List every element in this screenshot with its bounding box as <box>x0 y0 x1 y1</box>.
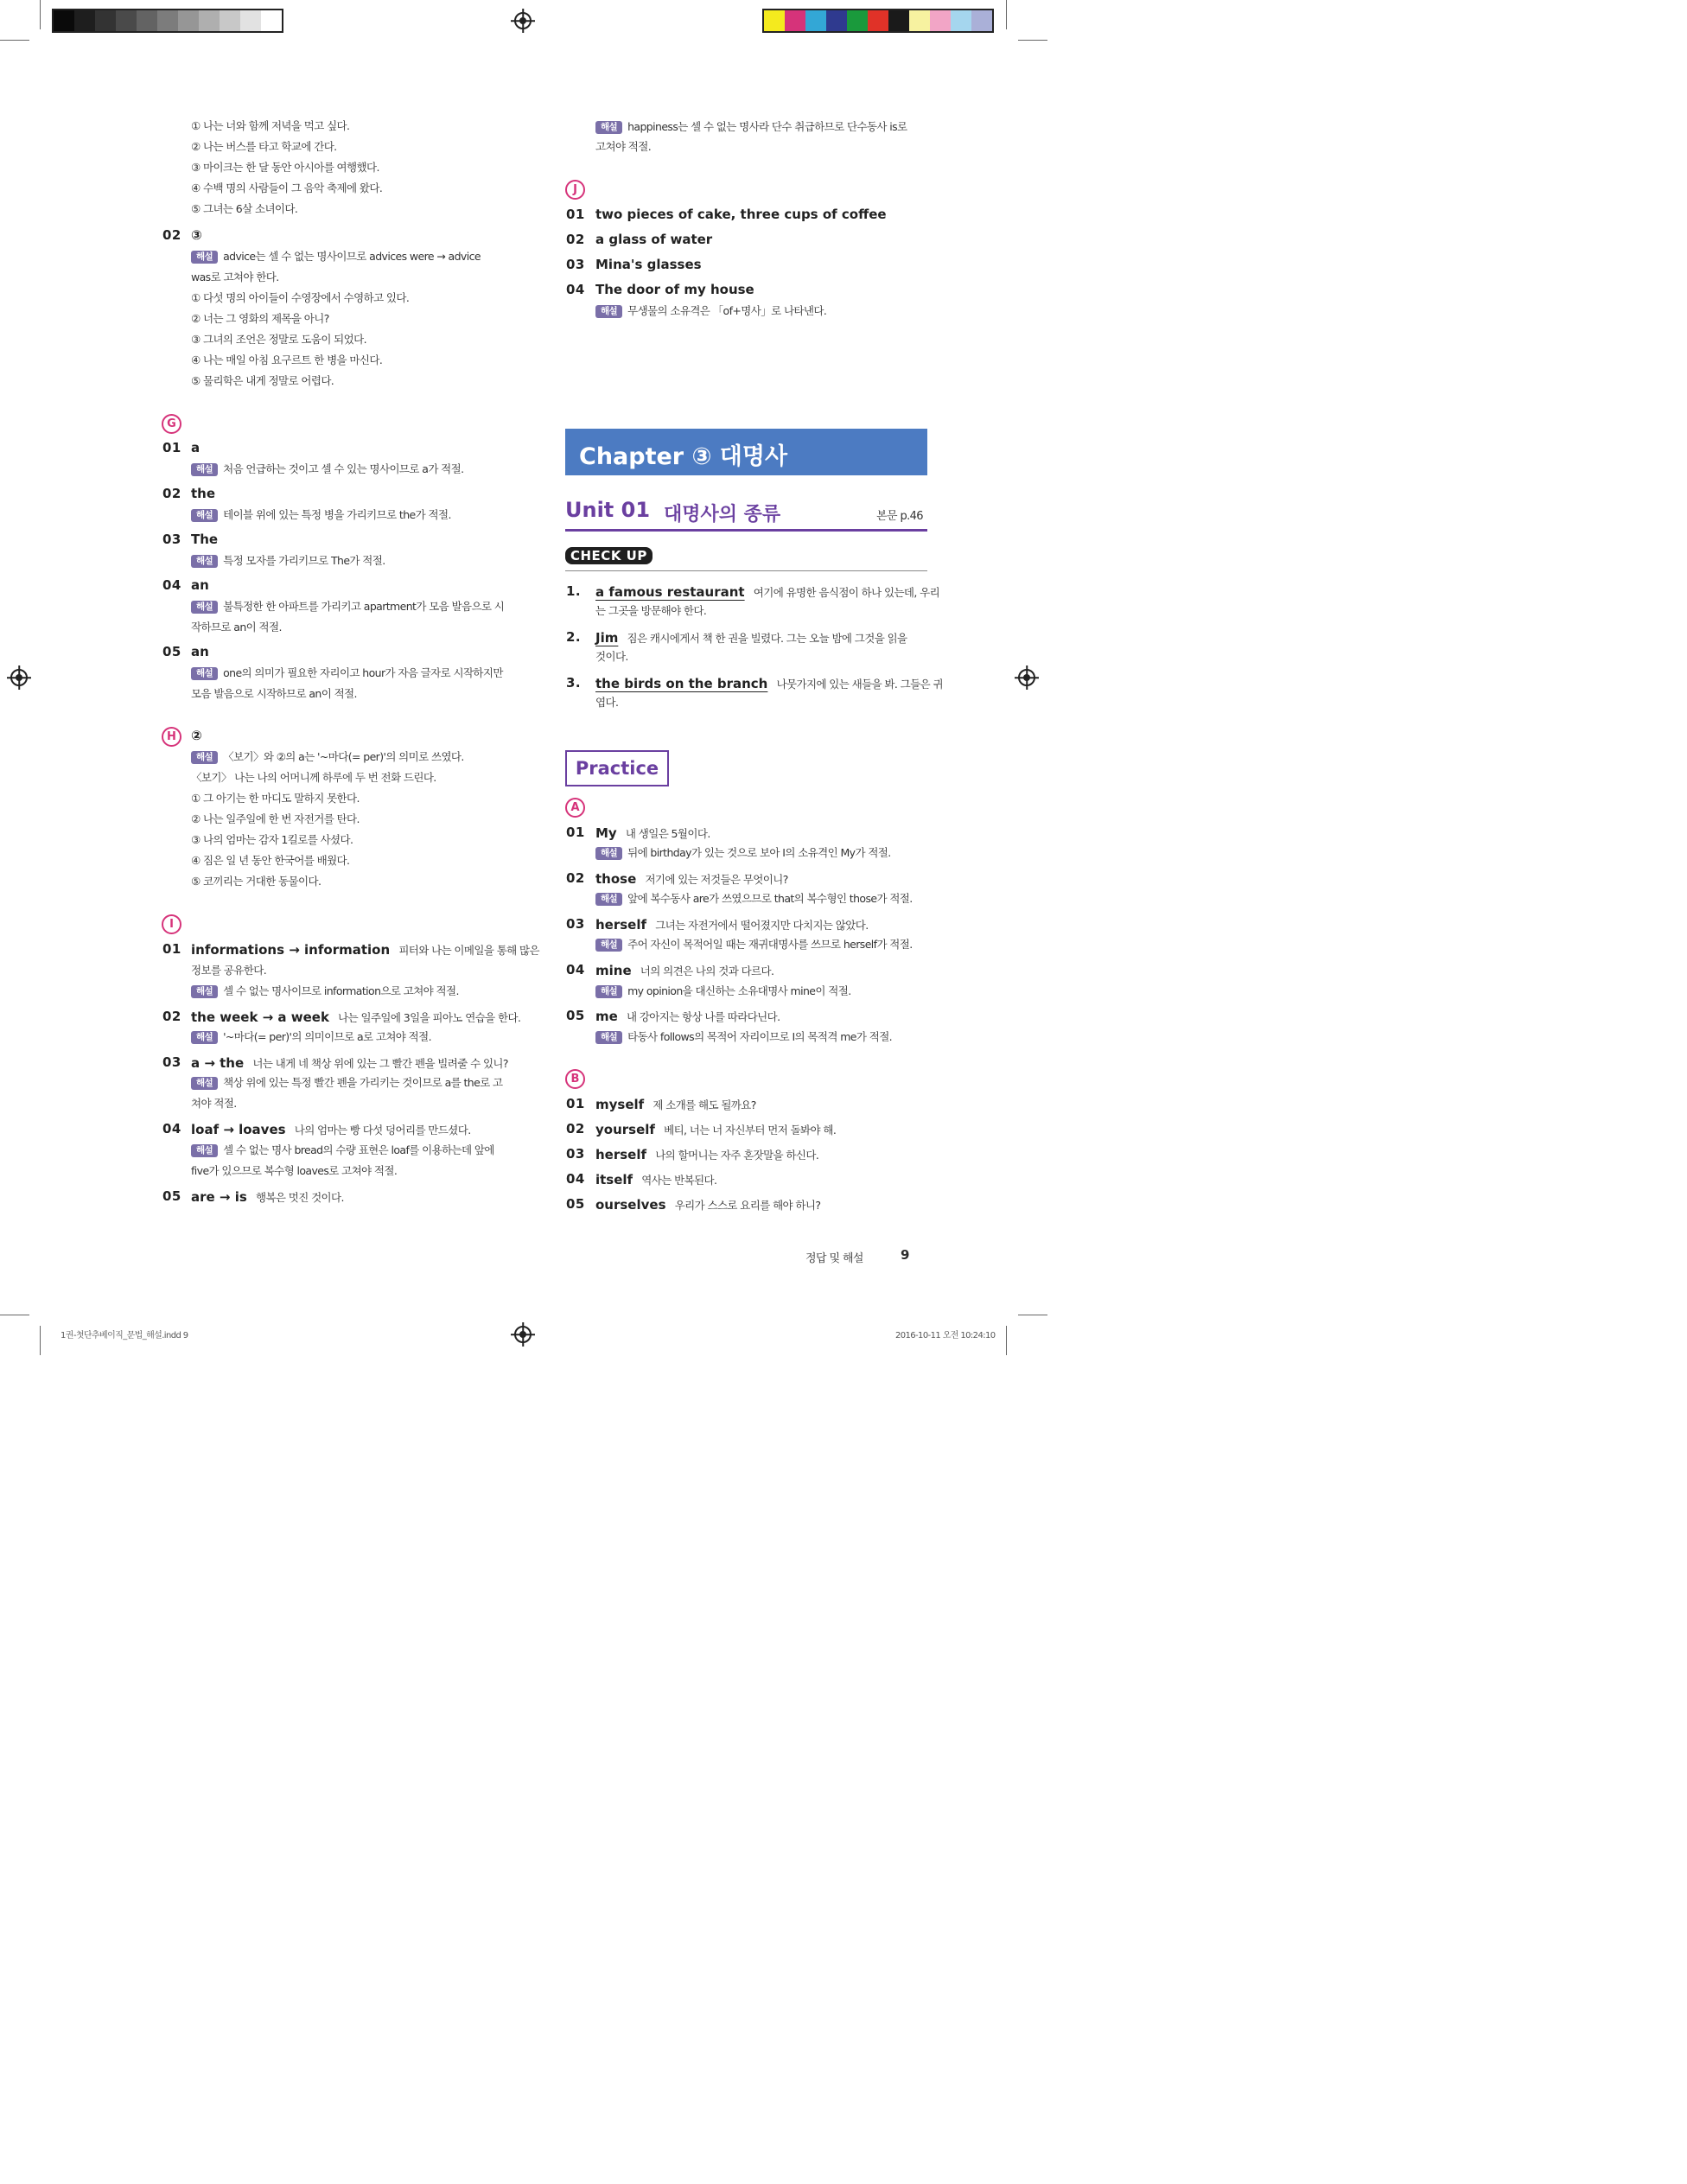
explanation-text: one의 의미가 필요한 자리이고 hour가 자음 글자로 시작하지만 <box>223 666 503 679</box>
explanation-text: 〈보기〉와 ②의 a는 '~마다(= per)'의 의미로 쓰였다. <box>223 750 464 763</box>
translation: 나의 할머니는 자주 혼잣말을 하신다. <box>655 1149 819 1162</box>
explanation-badge: 해설 <box>595 305 622 318</box>
choice-line: ④ 나는 매일 아침 요구르트 한 병을 마신다. <box>191 353 383 366</box>
translation: 행복은 멋진 것이다. <box>255 1191 344 1204</box>
item-answer: The <box>191 532 219 547</box>
section-label-j: J <box>565 180 585 200</box>
item-number: 04 <box>566 282 585 297</box>
unit-page-ref: 본문 p.46 <box>876 510 923 523</box>
choice-line: 〈보기〉 나는 나의 어머니께 하루에 두 번 전화 드린다. <box>191 771 436 784</box>
item-answer: ③ <box>191 227 202 243</box>
unit-underline <box>565 529 927 532</box>
explanation <box>191 248 481 264</box>
chapter-banner <box>565 429 927 475</box>
explanation <box>595 302 826 318</box>
item-number: 04 <box>566 1171 585 1187</box>
gray-swatch <box>137 10 157 31</box>
item-line <box>191 1188 344 1205</box>
color-swatch <box>868 10 888 31</box>
item-number: 05 <box>566 1196 585 1212</box>
item-answer: herself <box>595 1147 647 1162</box>
item-line <box>595 870 788 887</box>
translation: 는 그곳을 방문해야 한다. <box>595 604 707 617</box>
crop-mark <box>1006 1326 1007 1355</box>
explanation-text: 쳐야 적절. <box>191 1097 237 1110</box>
item-number: 03 <box>162 532 181 547</box>
explanation <box>595 1028 892 1044</box>
color-swatch <box>826 10 847 31</box>
explanation-text: 뒤에 birthday가 있는 것으로 보아 I의 소유격인 My가 적절. <box>627 846 891 859</box>
translation: 베티, 너는 너 자신부터 먼저 돌봐야 해. <box>664 1124 837 1137</box>
choice-line: ① 나는 너와 함께 저녁을 먹고 싶다. <box>191 119 350 132</box>
explanation-badge: 해설 <box>191 985 218 998</box>
check-up-label: CHECK UP <box>565 547 653 564</box>
section-label-g: G <box>162 414 181 434</box>
explanation <box>595 844 891 860</box>
item-line <box>595 1008 780 1024</box>
item-number: 3. <box>566 675 582 691</box>
item-answer: Jim <box>595 630 619 646</box>
item-line <box>595 825 710 841</box>
item-answer: itself <box>595 1172 633 1188</box>
explanation-badge: 해설 <box>595 939 622 952</box>
explanation-badge: 해설 <box>595 893 622 906</box>
item-number: 02 <box>566 1121 585 1137</box>
gray-swatch <box>199 10 220 31</box>
item-number: 01 <box>162 941 181 957</box>
registration-mark-top <box>514 12 532 29</box>
color-swatch <box>951 10 971 31</box>
item-answer: a <box>191 440 201 455</box>
explanation-badge: 해설 <box>191 555 218 568</box>
choice-line: ③ 마이크는 한 달 동안 아시아를 여행했다. <box>191 161 379 174</box>
translation: 나뭇가지에 있는 새들을 봐. 그들은 귀 <box>776 678 943 691</box>
explanation-badge: 해설 <box>595 847 622 860</box>
crop-mark <box>1018 40 1047 41</box>
color-swatch <box>847 10 868 31</box>
explanation-text: five가 있으므로 복수형 loaves로 고쳐야 적절. <box>191 1164 398 1177</box>
explanation <box>595 983 851 998</box>
explanation-text: '~마다(= per)'의 의미이므로 a로 고쳐야 적절. <box>223 1030 431 1043</box>
item-answer: herself <box>595 917 647 933</box>
item-number: 05 <box>162 1188 181 1204</box>
item-number: 04 <box>162 577 181 593</box>
explanation <box>191 506 451 522</box>
color-swatch <box>805 10 826 31</box>
explanation <box>191 1074 503 1090</box>
item-number: 02 <box>162 1009 181 1024</box>
explanation-text: 타동사 follows의 목적어 자리이므로 I의 목적격 me가 적절. <box>627 1030 893 1043</box>
item-number: 03 <box>566 1146 585 1162</box>
explanation-badge: 해설 <box>595 121 622 134</box>
item-answer: ourselves <box>595 1197 666 1213</box>
explanation <box>191 665 503 680</box>
check-up-rule <box>565 570 927 571</box>
registration-mark-bottom <box>514 1326 532 1343</box>
explanation-text: 테이블 위에 있는 특정 병을 가리키므로 the가 적절. <box>223 508 451 521</box>
translation: 나의 엄마는 빵 다섯 덩어리를 만드셨다. <box>294 1124 471 1137</box>
gray-swatch <box>157 10 178 31</box>
translation: 너의 의견은 나의 것과 다르다. <box>640 965 774 977</box>
crop-mark <box>1006 0 1007 29</box>
translation: 정보를 공유한다. <box>191 964 267 977</box>
item-line <box>595 629 907 646</box>
item-line <box>191 1009 520 1025</box>
item-number: 02 <box>162 486 181 501</box>
item-answer: those <box>595 871 637 887</box>
crop-mark <box>0 40 29 41</box>
gray-color-bar <box>52 9 283 33</box>
explanation <box>191 983 459 998</box>
explanation-text: 작하므로 an이 적절. <box>191 621 282 634</box>
translation: 너는 내게 네 책상 위에 있는 그 빨간 펜을 빌려줄 수 있니? <box>252 1057 508 1070</box>
item-number: 2. <box>566 629 582 645</box>
item-line <box>595 1096 756 1112</box>
item-answer: mine <box>595 963 632 978</box>
unit-number: Unit 01 <box>565 498 651 522</box>
choice-line: ① 그 아기는 한 마디도 말하지 못한다. <box>191 792 360 805</box>
translation: 여기에 유명한 음식점이 하나 있는데, 우리 <box>753 586 940 599</box>
explanation-badge: 해설 <box>191 1031 218 1044</box>
item-answer: an <box>191 577 209 593</box>
slug-timestamp: 2016-10-11 오전 10:24:10 <box>895 1331 996 1340</box>
item-answer: yourself <box>595 1122 655 1137</box>
color-swatch <box>785 10 805 31</box>
explanation-badge: 해설 <box>191 1144 218 1157</box>
explanation-text: 앞에 복수동사 are가 쓰였으므로 that의 복수형인 those가 적절. <box>627 892 913 905</box>
explanation-text: 주어 자신이 목적어일 때는 재귀대명사를 쓰므로 herself가 적절. <box>627 938 913 951</box>
item-answer: a glass of water <box>595 232 713 247</box>
explanation <box>595 890 913 906</box>
choice-line: ④ 수백 명의 사람들이 그 음악 축제에 왔다. <box>191 181 383 194</box>
process-color-bar <box>762 9 994 33</box>
item-number: 03 <box>566 916 585 932</box>
item-number: 01 <box>162 440 181 455</box>
explanation <box>191 461 464 476</box>
explanation-text: 모음 발음으로 시작하므로 an이 적절. <box>191 687 357 700</box>
color-swatch <box>764 10 785 31</box>
item-line <box>595 583 939 600</box>
item-number: 05 <box>566 1008 585 1023</box>
unit-title: 대명사의 종류 <box>664 504 781 525</box>
item-answer: the week → a week <box>191 1009 329 1025</box>
item-number: 04 <box>566 962 585 977</box>
translation: 그녀는 자전거에서 떨어졌지만 다치지는 않았다. <box>655 919 869 932</box>
gray-swatch <box>261 10 282 31</box>
choice-line: ④ 짐은 일 년 동안 한국어를 배웠다. <box>191 854 350 867</box>
explanation-badge: 해설 <box>191 751 218 764</box>
color-swatch <box>971 10 992 31</box>
item-answer: the <box>191 486 216 501</box>
explanation <box>595 936 913 952</box>
explanation-text: 책상 위에 있는 특정 빨간 펜을 가리키는 것이므로 a를 the로 고 <box>223 1076 503 1089</box>
item-number: 01 <box>566 1096 585 1111</box>
choice-line: ② 나는 버스를 타고 학교에 간다. <box>191 140 337 153</box>
explanation <box>191 748 464 764</box>
explanation-badge: 해설 <box>191 1077 218 1090</box>
translation: 내 강아지는 항상 나를 따라다닌다. <box>626 1010 780 1023</box>
item-line <box>595 1146 818 1162</box>
page-number: 9 <box>901 1247 910 1263</box>
registration-mark-right <box>1018 669 1035 686</box>
item-number: 05 <box>162 644 181 659</box>
color-swatch <box>909 10 930 31</box>
explanation-badge: 해설 <box>595 985 622 998</box>
item-line <box>191 941 539 958</box>
gray-swatch <box>95 10 116 31</box>
crop-mark <box>40 1326 41 1355</box>
item-answer: ② <box>191 728 202 743</box>
section-label-h: H <box>162 727 181 747</box>
explanation <box>191 598 504 614</box>
item-answer: the birds on the branch <box>595 676 768 691</box>
section-label-b: B <box>565 1069 585 1089</box>
translation: 제 소개를 해도 될까요? <box>653 1098 756 1111</box>
translation: 내 생일은 5월이다. <box>625 827 710 840</box>
explanation-text: 불특정한 한 아파트를 가리키고 apartment가 모음 발음으로 시 <box>223 600 505 613</box>
item-number: 1. <box>566 583 582 599</box>
choice-line: ③ 그녀의 조언은 정말로 도움이 되었다. <box>191 333 366 346</box>
gray-swatch <box>74 10 95 31</box>
explanation-badge: 해설 <box>191 463 218 476</box>
translation: 엽다. <box>595 696 619 709</box>
item-number: 02 <box>566 232 585 247</box>
translation: 것이다. <box>595 650 628 663</box>
item-answer: two pieces of cake, three cups of coffee <box>595 207 887 222</box>
color-swatch <box>888 10 909 31</box>
choice-line: ③ 나의 엄마는 감자 1킬로를 사셨다. <box>191 833 353 846</box>
slug-filename: 1권-첫단추베이직_문법_해설.indd 9 <box>60 1331 188 1340</box>
explanation-text: 셀 수 없는 명사이므로 information으로 고쳐야 적절. <box>223 984 459 997</box>
color-swatch <box>930 10 951 31</box>
practice-heading: Practice <box>565 750 669 786</box>
item-answer: The door of my house <box>595 282 754 297</box>
explanation-text: 셀 수 없는 명사 bread의 수량 표현은 loaf를 이용하는데 앞에 <box>223 1143 494 1156</box>
item-answer: myself <box>595 1097 645 1112</box>
item-line <box>191 1121 471 1137</box>
explanation-text: happiness는 셀 수 없는 명사라 단수 취급하므로 단수동사 is로 <box>627 120 907 133</box>
gray-swatch <box>220 10 240 31</box>
translation: 피터와 나는 이메일을 통해 많은 <box>398 944 539 957</box>
gray-swatch <box>178 10 199 31</box>
explanation-text: 무생물의 소유격은 「of+명사」로 나타낸다. <box>627 304 827 317</box>
item-line <box>595 962 773 978</box>
item-number: 03 <box>162 1054 181 1070</box>
explanation-badge: 해설 <box>191 667 218 680</box>
item-number: 04 <box>162 1121 181 1137</box>
item-number: 02 <box>566 870 585 886</box>
translation: 저기에 있는 저것들은 무엇이니? <box>645 873 788 886</box>
section-label-i: I <box>162 914 181 934</box>
choice-line: ② 너는 그 영화의 제목을 아니? <box>191 312 329 325</box>
crop-mark <box>40 0 41 29</box>
item-line <box>595 1171 716 1188</box>
footer-label: 정답 및 해설 <box>805 1252 863 1265</box>
item-answer: a famous restaurant <box>595 584 745 600</box>
item-answer: me <box>595 1009 618 1024</box>
explanation-text: my opinion을 대신하는 소유대명사 mine이 적절. <box>627 984 851 997</box>
item-line <box>595 1196 820 1213</box>
item-number: 03 <box>566 257 585 272</box>
translation: 우리가 스스로 요리를 해야 하니? <box>674 1199 821 1212</box>
section-label-a: A <box>565 798 585 818</box>
explanation-badge: 해설 <box>595 1031 622 1044</box>
translation: 짐은 캐시에게서 책 한 권을 빌렸다. 그는 오늘 밤에 그것을 읽을 <box>627 632 907 645</box>
explanation-text: was로 고쳐야 한다. <box>191 271 279 283</box>
explanation <box>191 552 385 568</box>
translation: 역사는 반복된다. <box>641 1174 717 1187</box>
registration-mark-left <box>10 669 28 686</box>
gray-swatch <box>54 10 74 31</box>
item-answer: are → is <box>191 1189 247 1205</box>
item-line <box>191 1054 508 1071</box>
explanation-badge: 해설 <box>191 509 218 522</box>
item-number: 02 <box>162 227 181 243</box>
item-answer: an <box>191 644 209 659</box>
choice-line: ⑤ 그녀는 6살 소녀이다. <box>191 202 298 215</box>
item-line <box>595 1121 836 1137</box>
choice-line: ② 나는 일주일에 한 번 자전거를 탄다. <box>191 812 360 825</box>
explanation <box>191 1028 431 1044</box>
item-answer: Mina's glasses <box>595 257 702 272</box>
item-line <box>595 916 869 933</box>
item-line <box>595 675 943 691</box>
gray-swatch <box>116 10 137 31</box>
chapter-title: Chapter ③ 대명사 <box>579 443 788 470</box>
explanation-badge: 해설 <box>191 601 218 614</box>
item-answer: a → the <box>191 1055 245 1071</box>
item-answer: loaf → loaves <box>191 1122 286 1137</box>
explanation <box>191 1142 494 1157</box>
explanation-text: advice는 셀 수 없는 명사이므로 advices were → advice <box>223 250 481 263</box>
translation: 나는 일주일에 3일을 피아노 연습을 한다. <box>338 1011 521 1024</box>
item-number: 01 <box>566 825 585 840</box>
explanation <box>595 118 907 134</box>
item-number: 01 <box>566 207 585 222</box>
choice-line: ① 다섯 명의 아이들이 수영장에서 수영하고 있다. <box>191 291 410 304</box>
explanation-badge: 해설 <box>191 251 218 264</box>
choice-line: ⑤ 코끼리는 거대한 동물이다. <box>191 875 321 888</box>
item-answer: informations → information <box>191 942 391 958</box>
choice-line: ⑤ 물리학은 내게 정말로 어렵다. <box>191 374 334 387</box>
item-answer: My <box>595 825 617 841</box>
explanation-text: 특정 모자를 가리키므로 The가 적절. <box>223 554 385 567</box>
gray-swatch <box>240 10 261 31</box>
explanation-text: 처음 언급하는 것이고 셀 수 있는 명사이므로 a가 적절. <box>223 462 464 475</box>
explanation-text: 고쳐야 적절. <box>595 140 652 153</box>
